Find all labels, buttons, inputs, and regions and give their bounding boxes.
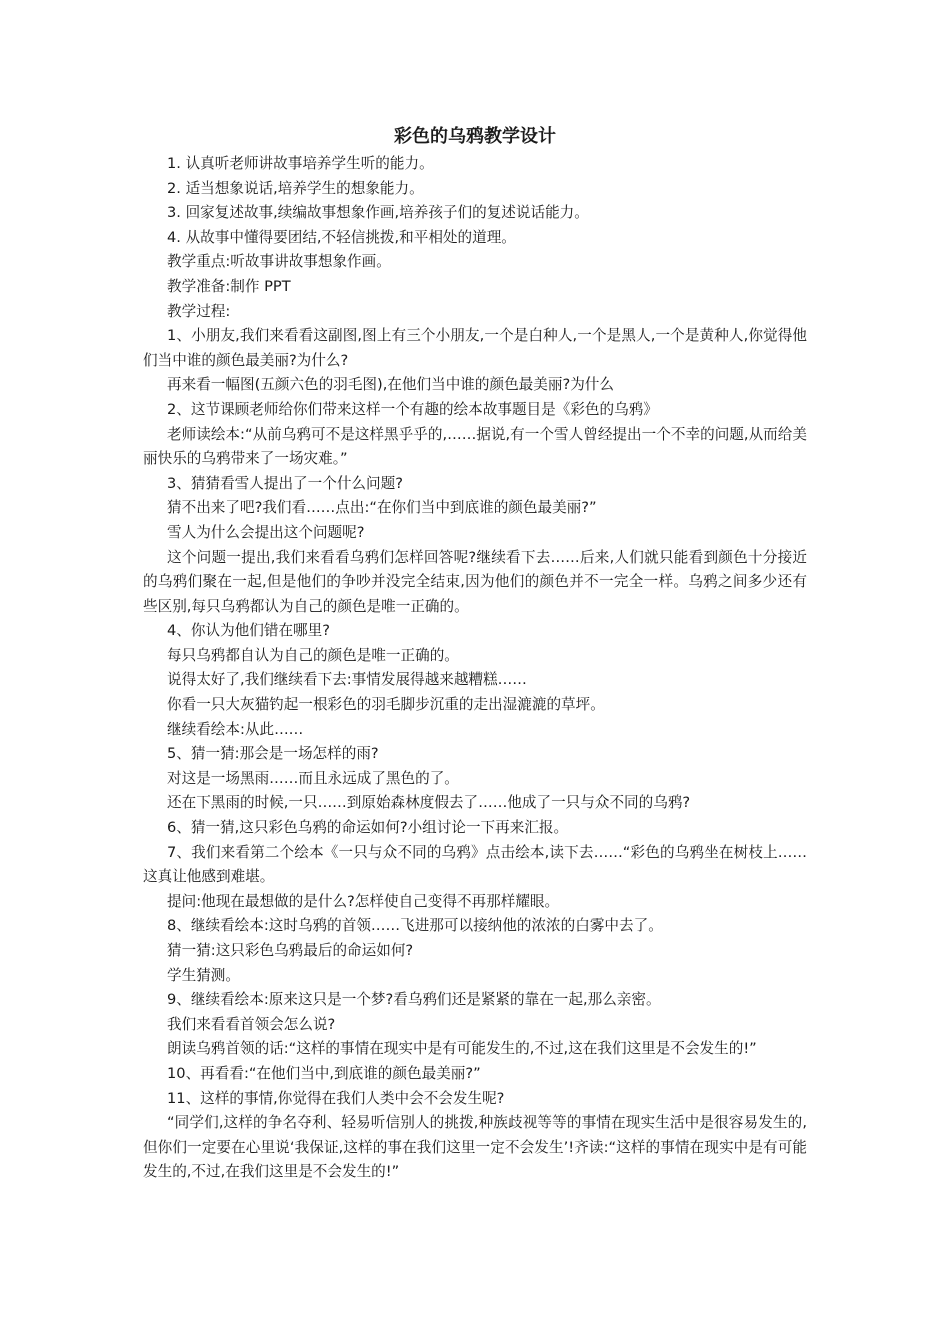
document-paragraph: 4. 从故事中懂得要团结,不轻信挑拨,和平相处的道理。 — [167, 228, 516, 246]
document-paragraph: 9、继续看绘本:原来这只是一个梦?看乌鸦们还是紧紧的靠在一起,那么亲密。 — [167, 991, 661, 1009]
document-paragraph: 教学过程: — [167, 302, 231, 320]
document-body — [143, 152, 807, 1185]
document-paragraph: 5、猜一猜:那会是一场怎样的雨? — [167, 745, 379, 763]
document-paragraph: 我们来看看首领会怎么说? — [167, 1015, 336, 1033]
document-paragraph: 学生猜测。 — [167, 966, 240, 984]
document-paragraph: 还在下黑雨的时候,一只……到原始森林度假去了……他成了一只与众不同的乌鸦? — [167, 794, 691, 812]
document-paragraph: 雪人为什么会提出这个问题呢? — [167, 523, 365, 541]
document-paragraph: 这个问题一提出,我们来看看乌鸦们怎样回答呢?继续看下去……后来,人们就只能看到颜色十分接近的乌鸦们聚在一起,但是他们的争吵并没完全结束,因为他们的颜色并不一完全一样。乌鸦之间多少还有些区别,每只乌鸦都认为自己的颜色是唯一正确的。 — [143, 548, 807, 615]
document-paragraph: 11、这样的事情,你觉得在我们人类中会不会发生呢? — [167, 1089, 505, 1107]
document-paragraph: 8、继续看绘本:这时乌鸦的首领……飞进那可以接纳他的浓浓的白雾中去了。 — [167, 917, 663, 935]
document-title: 彩色的乌鸦教学设计 — [394, 126, 556, 147]
document-paragraph: 老师读绘本:“从前乌鸦可不是这样黑乎乎的,……据说,有一个雪人曾经提出一个不幸的问题,从而给美丽快乐的乌鸦带来了一场灾难。” — [143, 425, 807, 468]
document-paragraph: 7、我们来看第二个绘本《一只与众不同的乌鸦》点击绘本,读下去……“彩色的乌鸦坐在树枝上……这真让他感到难堪。 — [143, 843, 807, 886]
document-paragraph: 继续看绘本:从此…… — [167, 720, 304, 738]
document-paragraph: 猜一猜:这只彩色乌鸦最后的命运如何? — [167, 942, 414, 959]
document-paragraph: 说得太好了,我们继续看下去:事情发展得越来越糟糕…… — [167, 671, 527, 689]
document-paragraph: 朗读乌鸦首领的话:“这样的事情在现实中是有可能发生的,不过,这在我们这里是不会发生的!” — [167, 1040, 757, 1058]
document-paragraph: 1、小朋友,我们来看看这副图,图上有三个小朋友,一个是白种人,一个是黑人,一个是黄种人,你觉得他们当中谁的颜色最美丽?为什么? — [143, 327, 807, 369]
document-paragraph: 教学准备:制作 PPT — [167, 277, 291, 295]
document-paragraph: 10、再看看:“在他们当中,到底谁的颜色最美丽?” — [167, 1064, 481, 1082]
document-paragraph: 教学重点:听故事讲故事想象作画。 — [167, 253, 391, 271]
document-paragraph: 对这是一场黑雨……而且永远成了黑色的了。 — [167, 769, 459, 787]
document-paragraph: 每只乌鸦都自认为自己的颜色是唯一正确的。 — [167, 646, 459, 664]
document-page — [143, 122, 807, 1185]
document-paragraph: 6、猜一猜,这只彩色乌鸦的命运如何?小组讨论一下再来汇报。 — [167, 819, 569, 837]
document-paragraph: 3. 回家复述故事,续编故事想象作画,培养孩子们的复述说话能力。 — [167, 204, 589, 222]
document-paragraph: 3、猜猜看雪人提出了一个什么问题? — [167, 474, 403, 492]
document-paragraph: “同学们,这样的争名夺利、轻易听信别人的挑拨,种族歧视等等的事情在现实生活中是很容易发生的,但你们一定要在心里说‘我保证,这样的事在我们这里一定不会发生’!齐读:“这样的事情在现实中是有可能发生的,不过,在我们这里是不会发生的!” — [143, 1114, 807, 1181]
document-paragraph: 你看一只大灰猫钓起一根彩色的羽毛脚步沉重的走出湿漉漉的草坪。 — [167, 696, 605, 714]
document-paragraph: 猜不出来了吧?我们看……点出:“在你们当中到底谁的颜色最美丽?” — [167, 499, 597, 517]
document-paragraph: 再来看一幅图(五颜六色的羽毛图),在他们当中谁的颜色最美丽?为什么 — [167, 376, 614, 394]
document-paragraph: 1. 认真听老师讲故事培养学生听的能力。 — [167, 155, 434, 172]
document-paragraph: 2、这节课顾老师给你们带来这样一个有趣的绘本故事题目是《彩色的乌鸦》 — [167, 400, 658, 418]
document-paragraph: 4、你认为他们错在哪里? — [167, 622, 330, 640]
document-paragraph: 2. 适当想象说话,培养学生的想象能力。 — [167, 179, 424, 197]
document-paragraph: 提问:他现在最想做的是什么?怎样使自己变得不再那样耀眼。 — [167, 892, 560, 910]
